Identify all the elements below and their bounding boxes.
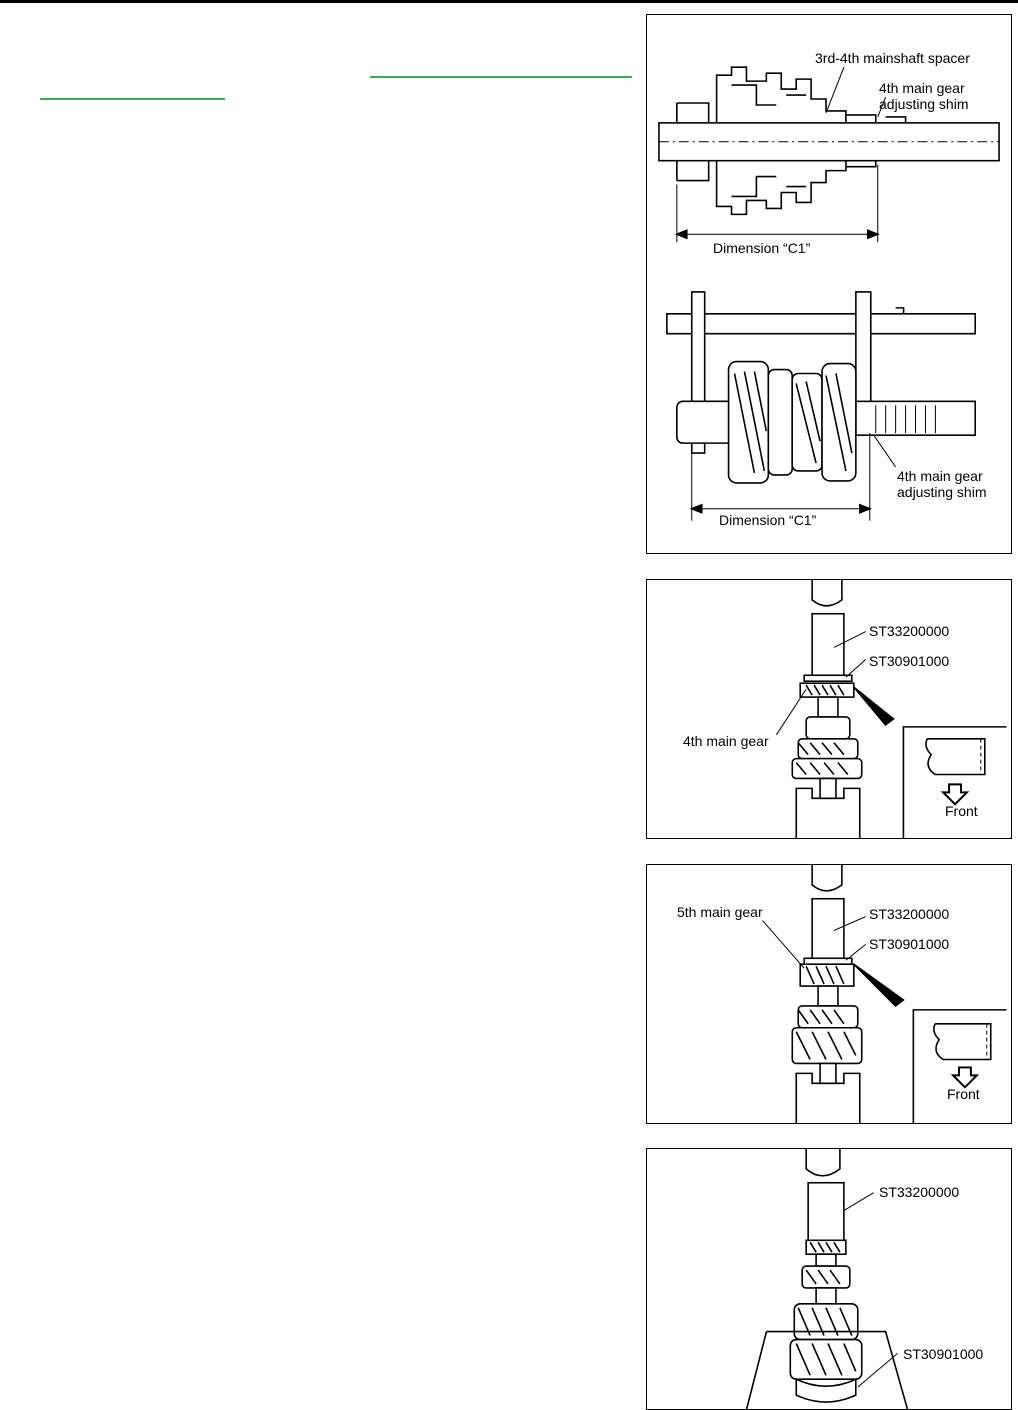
- shim-label-line2: adjusting shim: [879, 96, 969, 112]
- tool-st33200000-label: ST33200000: [869, 623, 950, 639]
- shim-label2-line2: adjusting shim: [897, 484, 987, 500]
- 5th-main-gear-label: 5th main gear: [677, 904, 763, 920]
- figure-press-assembly: [646, 1148, 1012, 1410]
- figure-install-4th-gear: [646, 579, 1012, 839]
- dimension-label-bottom: Dimension “C1”: [719, 512, 817, 528]
- tool-st33200000-label: ST33200000: [879, 1184, 960, 1200]
- header-rule: [0, 0, 1018, 3]
- figure-c1-dimension: [646, 14, 1012, 554]
- spacer-label: 3rd-4th mainshaft spacer: [815, 50, 970, 66]
- reference-links: [40, 68, 640, 108]
- figure-install-5th-gear: [646, 864, 1012, 1124]
- reference-link-1[interactable]: [370, 76, 632, 78]
- tool-st33200000-label: ST33200000: [869, 906, 950, 922]
- dimension-label-top: Dimension “C1”: [713, 240, 811, 256]
- tool-st30901000-label: ST30901000: [903, 1346, 984, 1362]
- shim-label2-line1: 4th main gear: [897, 468, 983, 484]
- reference-link-2[interactable]: [40, 98, 225, 100]
- front-label: Front: [945, 803, 978, 819]
- shim-label-line1: 4th main gear: [879, 80, 965, 96]
- tool-st30901000-label: ST30901000: [869, 936, 950, 952]
- press-4th-gear-diagram: [647, 580, 1011, 838]
- 4th-main-gear-label: 4th main gear: [683, 733, 769, 749]
- front-label: Front: [947, 1086, 980, 1102]
- tool-st30901000-label: ST30901000: [869, 653, 950, 669]
